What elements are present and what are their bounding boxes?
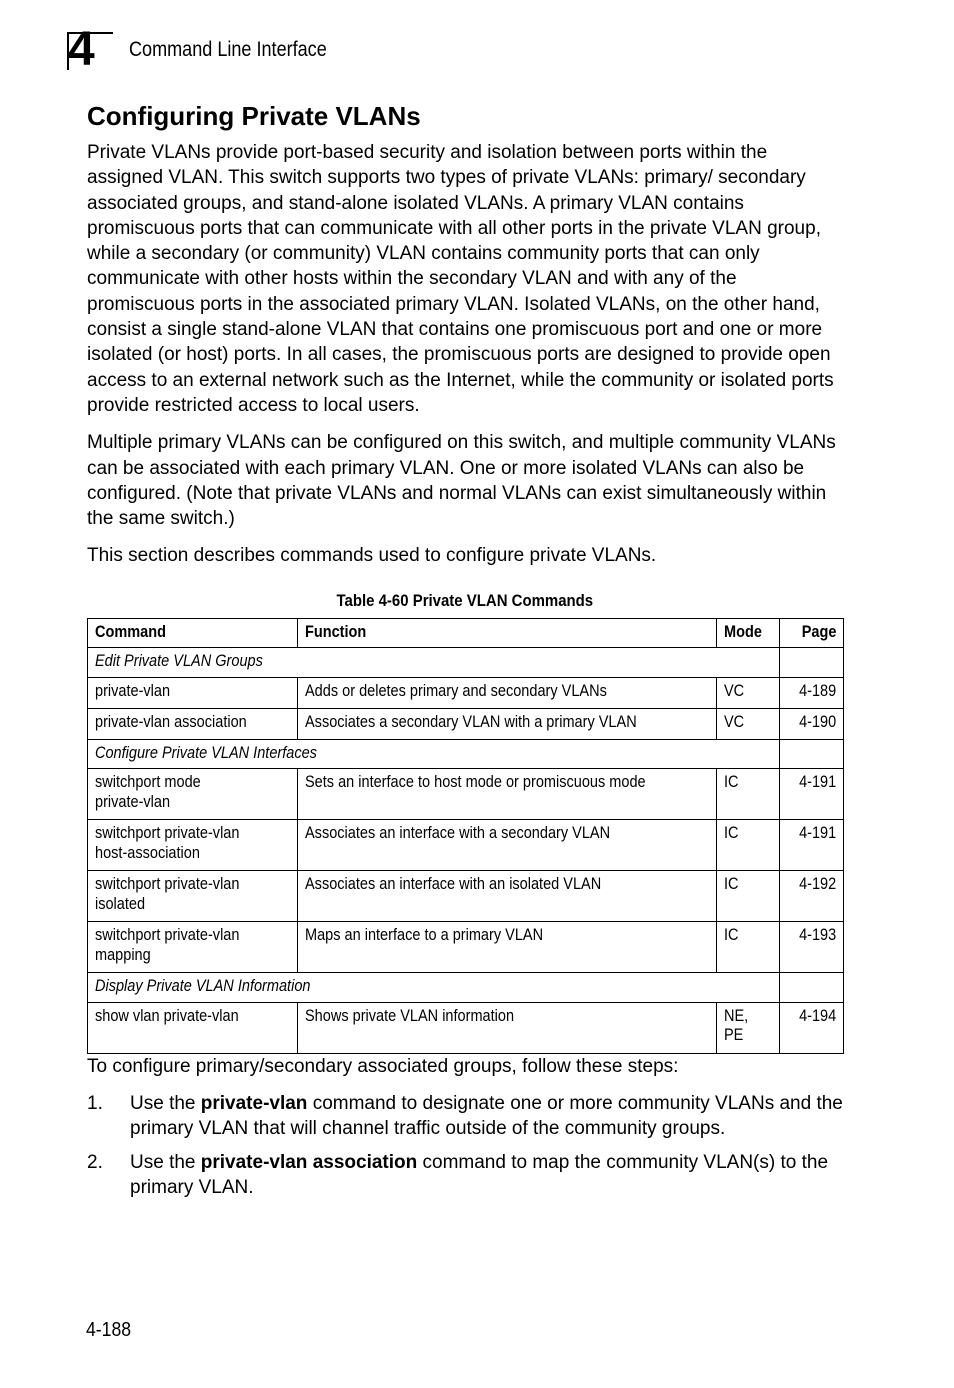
step-number: 2. (87, 1151, 103, 1173)
table-row (88, 677, 844, 708)
header-page: Page (780, 618, 844, 648)
page-cell: 4-191 (780, 820, 844, 871)
group-label: Display Private VLAN Information (88, 973, 780, 1003)
private-vlan-commands-table (87, 618, 844, 1054)
function-cell: Associates an interface with an isolated VLAN (298, 871, 717, 922)
page-cell: 4-192 (780, 871, 844, 922)
procedure-intro: To configure primary/secondary associated groups, follow these steps: (87, 1055, 679, 1077)
table-row (88, 820, 844, 871)
table-row (88, 871, 844, 922)
page-cell: 4-190 (780, 708, 844, 739)
section-title: Configuring Private VLANs (87, 101, 421, 131)
mode-cell: IC (717, 922, 780, 973)
group-row (88, 973, 844, 1003)
table-row (88, 769, 844, 820)
mode-cell: VC (717, 708, 780, 739)
command-cell: private-vlan (88, 677, 298, 708)
page-number: 4-188 (86, 1319, 132, 1341)
function-cell: Associates an interface with a secondary VLAN (298, 820, 717, 871)
function-cell: Maps an interface to a primary VLAN (298, 922, 717, 973)
command-cell: switchport mode private-vlan (88, 769, 298, 820)
function-cell: Shows private VLAN information (298, 1002, 717, 1053)
command-cell: switchport private-vlan mapping (88, 922, 298, 973)
mode-cell: NE, PE (717, 1002, 780, 1053)
list-item: 2. Use the private-vlan association command to map the community VLAN(s) to the primary VLAN. (87, 1151, 829, 1198)
function-cell: Associates a secondary VLAN with a primary VLAN (298, 708, 717, 739)
mode-cell: IC (717, 769, 780, 820)
table-row (88, 1002, 844, 1053)
page-content (87, 98, 857, 1208)
header-mode: Mode (717, 618, 780, 648)
page-cell: 4-194 (780, 1002, 844, 1053)
command-name: private-vlan association (200, 1151, 418, 1173)
group-row (88, 739, 844, 769)
page-cell: 4-191 (780, 769, 844, 820)
procedure-steps (87, 1091, 857, 1200)
command-cell: private-vlan association (88, 708, 298, 739)
table-row (88, 922, 844, 973)
mode-cell: IC (717, 820, 780, 871)
command-cell: switchport private-vlan host-association (88, 820, 298, 871)
command-cell: show vlan private-vlan (88, 1002, 298, 1053)
command-name: private-vlan (200, 1093, 308, 1115)
function-cell: Sets an interface to host mode or promiscuous mode (298, 769, 717, 820)
multiple-vlans-paragraph: Multiple primary VLANs can be configured on this switch, and multiple community VLANs can be associated with each primary VLAN. One or more isolated VLANs can also be configured. (Note that private VLANs and normal VLANs can exist simultaneously within the same switch.) (87, 432, 836, 530)
list-item: 1. Use the private-vlan command to designate one or more community VLANs and the primary VLAN that will channel traffic outside of the community groups. (87, 1093, 843, 1140)
command-cell: switchport private-vlan isolated (88, 871, 298, 922)
mode-cell: IC (717, 871, 780, 922)
table-row (88, 708, 844, 739)
function-cell: Adds or deletes primary and secondary VLANs (298, 677, 717, 708)
header-function: Function (298, 618, 717, 648)
table-header-row (88, 618, 844, 648)
table-caption: Table 4-60 Private VLAN Commands (336, 590, 594, 610)
group-row (88, 648, 844, 678)
running-header: Command Line Interface (129, 38, 327, 61)
group-label: Configure Private VLAN Interfaces (88, 739, 780, 769)
page-cell: 4-189 (780, 677, 844, 708)
header-command: Command (88, 618, 298, 648)
mode-cell: VC (717, 677, 780, 708)
intro-paragraph: Private VLANs provide port-based security and isolation between ports within the assigned VLAN. This switch supports two types of private VLANs: primary/ secondary associated groups, and stand-alone isolated VLANs. A primary VLAN contains promiscuous ports that can communicate with all other ports in the private VLAN group, while a secondary (or community) VLAN contains community ports that can only communicate with other hosts within the secondary VLAN and with any of the promiscuous ports in the associated primary VLAN. Isolated VLANs, on the other hand, consist a single stand-alone VLAN that contains one promiscuous port and one or more isolated (or host) ports. In all cases, the promiscuous ports are designed to provide open access to an external network such as the Internet, while the community or isolated ports provide restricted access to local users. (87, 142, 834, 416)
chapter-number: 4 (68, 23, 94, 76)
page-cell: 4-193 (780, 922, 844, 973)
step-number: 1. (87, 1093, 103, 1115)
group-label: Edit Private VLAN Groups (88, 648, 780, 678)
section-description: This section describes commands used to configure private VLANs. (87, 545, 657, 567)
